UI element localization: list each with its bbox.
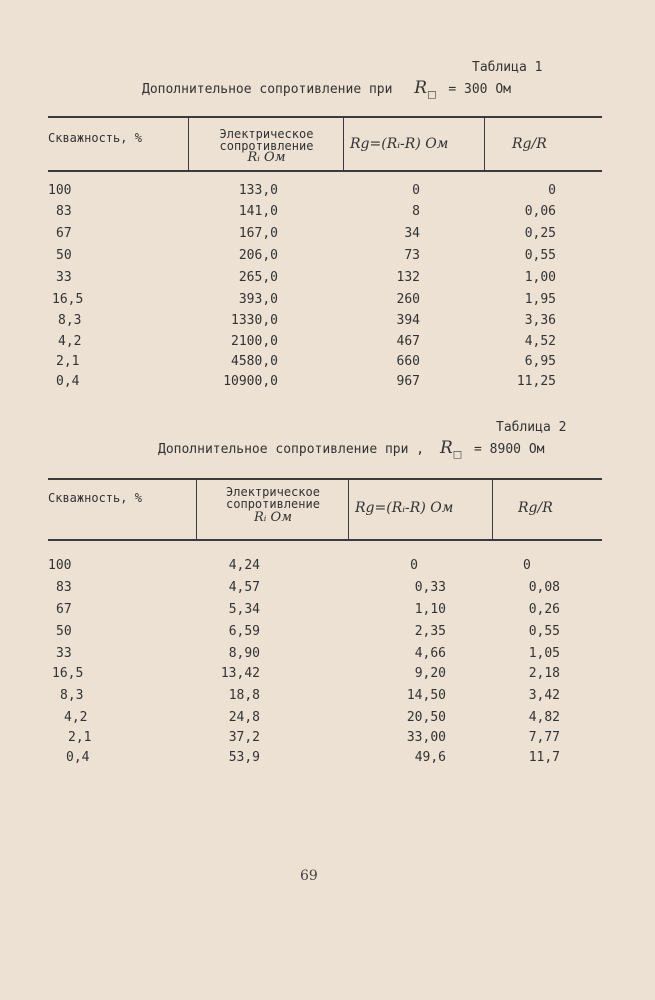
ratio-cell: 11,7 [528,750,560,765]
table1-header-resistance [190,128,343,164]
page-number: 69 [300,868,318,884]
table1-header-resistance-l3: Rᵢ Ом [247,150,286,165]
duty-cell: 50 [56,248,72,263]
duty-cell: 83 [56,204,72,219]
ratio-cell: 0,25 [524,226,556,241]
table-row [0,374,655,394]
table2-title-value: = 8900 Ом [474,442,545,457]
table1-header-resistance-l1: Электрическое [219,127,314,141]
table1-header-resistance-l2: сопротивление [219,139,314,153]
duty-cell: 4,2 [58,334,82,349]
resistance-cell: 4580,0 [231,354,278,369]
rg-cell: 660 [396,354,420,369]
resistance-cell: 4,24 [228,558,260,573]
table-row [0,226,655,246]
resistance-cell: 13,42 [220,666,260,681]
table1-col-divider-1 [188,117,189,171]
duty-cell: 2,1 [56,354,80,369]
ratio-cell: 0 [523,558,531,573]
rg-cell: 967 [396,374,420,389]
table1-title-var [414,78,437,101]
table2-header-duty: Скважность, % [48,491,142,505]
table-row [0,666,655,686]
table-row [0,558,655,578]
ratio-cell: 1,95 [524,292,556,307]
ratio-cell: 0,06 [524,204,556,219]
resistance-cell: 4,57 [228,580,260,595]
rg-cell: 467 [396,334,420,349]
table2-header-resistance-l2: сопротивление [226,497,320,511]
resistance-cell: 265,0 [238,270,278,285]
duty-cell: 83 [56,580,72,595]
table-row [0,313,655,333]
resistance-cell: 18,8 [228,688,260,703]
rg-cell: 2,35 [414,624,446,639]
ratio-cell: 0,55 [528,624,560,639]
ratio-cell: 4,52 [524,334,556,349]
rg-cell: 1,10 [414,602,446,617]
table1-header-rg: Rg=(Rᵢ-R) Ом [350,136,449,152]
duty-cell: 50 [56,624,72,639]
ratio-cell: 3,36 [524,313,556,328]
resistance-cell: 206,0 [238,248,278,263]
table2-title-sub: □ [452,449,463,461]
rg-cell: 8 [412,204,420,219]
table1-title [142,78,511,100]
duty-cell: 4,2 [64,710,88,725]
resistance-cell: 24,8 [228,710,260,725]
duty-cell: 16,5 [52,666,84,681]
table-row [0,730,655,750]
resistance-cell: 1330,0 [231,313,278,328]
resistance-cell: 5,34 [228,602,260,617]
rg-cell: 34 [404,226,420,241]
ratio-cell: 2,18 [528,666,560,681]
ratio-cell: 0 [548,183,556,198]
duty-cell: 0,4 [66,750,90,765]
ratio-cell: 1,05 [528,646,560,661]
table-row [0,688,655,708]
duty-cell: 100 [48,183,72,198]
duty-cell: 0,4 [56,374,80,389]
ratio-cell: 3,42 [528,688,560,703]
table2-header-resistance-l3: Rᵢ Ом [254,510,292,525]
table2-header-rg: Rg=(Rᵢ-R) Ом [355,500,454,516]
table1-col-divider-2 [343,117,344,171]
table1-title-var-letter: R [414,78,428,98]
resistance-cell: 167,0 [238,226,278,241]
ratio-cell: 0,08 [528,580,560,595]
rg-cell: 0 [410,558,418,573]
rg-cell: 9,20 [414,666,446,681]
ratio-cell: 11,25 [516,374,556,389]
resistance-cell: 8,90 [228,646,260,661]
resistance-cell: 2100,0 [231,334,278,349]
table2-col-divider-2 [348,479,349,540]
duty-cell: 33 [56,270,72,285]
rg-cell: 20,50 [406,710,446,725]
table-row [0,624,655,644]
rg-cell: 14,50 [406,688,446,703]
table2-title-prefix: Дополнительное сопротивление при , [158,442,425,457]
table2-label: Таблица 2 [496,420,567,435]
table-row [0,270,655,290]
table2-header-resistance [198,486,348,524]
table2-title-var [439,438,463,461]
rg-cell: 394 [396,313,420,328]
ratio-cell: 6,95 [524,354,556,369]
table-row [0,354,655,374]
table-row [0,646,655,666]
table-row [0,204,655,224]
resistance-cell: 37,2 [228,730,260,745]
table1-title-sub: □ [427,89,437,101]
table1-top-rule [48,116,602,118]
duty-cell: 67 [56,602,72,617]
table1-title-prefix: Дополнительное сопротивление при [142,82,393,97]
table1-title-value: = 300 Ом [448,82,511,97]
resistance-cell: 10900,0 [223,374,278,389]
rg-cell: 260 [396,292,420,307]
duty-cell: 16,5 [52,292,84,307]
duty-cell: 8,3 [58,313,82,328]
rg-cell: 4,66 [414,646,446,661]
table1-header-ratio: Rg/R [512,136,547,152]
rg-cell: 132 [396,270,420,285]
table1-header-rule [48,170,602,172]
duty-cell: 100 [48,558,72,573]
table1-label: Таблица 1 [472,60,543,75]
rg-cell: 0 [412,183,420,198]
table2-title-var-letter: R [439,438,453,458]
table2-title [158,438,544,460]
ratio-cell: 7,77 [528,730,560,745]
resistance-cell: 53,9 [228,750,260,765]
duty-cell: 8,3 [60,688,84,703]
ratio-cell: 1,00 [524,270,556,285]
table-row [0,334,655,354]
table1-col-divider-3 [484,117,485,171]
table-row [0,292,655,312]
table-row [0,183,655,203]
table2-header-resistance-l1: Электрическое [226,485,320,499]
table-row [0,750,655,770]
resistance-cell: 133,0 [238,183,278,198]
table2-header-rule [48,539,602,541]
ratio-cell: 4,82 [528,710,560,725]
table-row [0,580,655,600]
table2-col-divider-3 [492,479,493,540]
ratio-cell: 0,26 [528,602,560,617]
table-row [0,248,655,268]
ratio-cell: 0,55 [524,248,556,263]
resistance-cell: 6,59 [228,624,260,639]
table-row [0,602,655,622]
resistance-cell: 393,0 [238,292,278,307]
table2-top-rule [48,478,602,480]
table2-header-ratio: Rg/R [518,500,553,516]
rg-cell: 73 [404,248,420,263]
rg-cell: 0,33 [414,580,446,595]
table2-col-divider-1 [196,479,197,540]
table1-header-duty: Скважность, % [48,131,142,145]
duty-cell: 33 [56,646,72,661]
duty-cell: 2,1 [68,730,92,745]
resistance-cell: 141,0 [238,204,278,219]
rg-cell: 33,00 [406,730,446,745]
rg-cell: 49,6 [414,750,446,765]
duty-cell: 67 [56,226,72,241]
table-row [0,710,655,730]
